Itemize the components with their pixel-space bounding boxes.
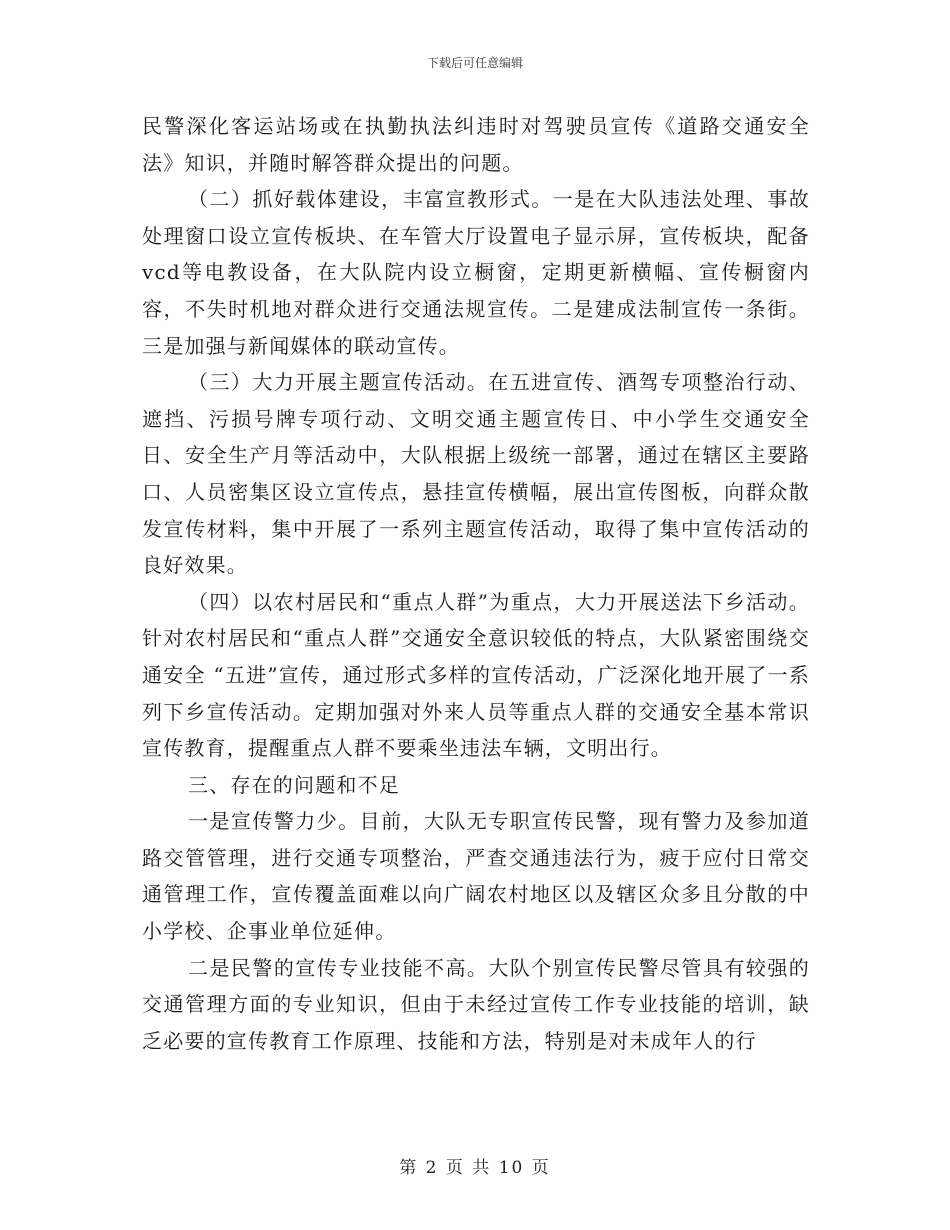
paragraph-section-4: （四）以农村居民和“重点人群”为重点，大力开展送法下乡活动。针对农村居民和“重点人群”交通安全意识较低的特点，大队紧密围绕交通安全 “五进”宣传，通过形式多样的宣传活动，广泛深化地开展了一系列下乡宣传活动。定期加强对外来人员等重点人群的交通安全基本常识宣传教育，提醒重点人群不要乘坐违法车辆，文明出行。 xyxy=(142,589,810,761)
paragraph-problem-1: 一是宣传警力少。目前，大队无专职宣传民警，现有警力及参加道路交管管理，进行交通专项整治，严查交通违法行为，疲于应付日常交通管理工作，宣传覆盖面难以向广阔农村地区以及辖区众多且分散的中小学校、企事业单位延伸。 xyxy=(142,809,810,944)
page-number-footer: 第 2 页 共 10 页 xyxy=(399,1158,551,1178)
page-header-note: 下载后可任意编辑 xyxy=(426,56,523,70)
paragraph-section-3: （三）大力开展主题宣传活动。在五进宣传、酒驾专项整治行动、遮挡、污损号牌专项行动、文明交通主题宣传日、中小学生交通安全日、安全生产月等活动中，大队根据上级统一部署，通过在辖区主要路口、人员密集区设立宣传点，悬挂宣传横幅，展出宣传图板，向群众散发宣传材料，集中开展了一系列主题宣传活动，取得了集中宣传活动的良好效果。 xyxy=(142,370,810,578)
paragraph-section-2: （二）抓好载体建设，丰富宣教形式。一是在大队违法处理、事故处理窗口设立宣传板块、在车管大厅设置电子显示屏，宣传板块，配备vcd等电教设备，在大队院内设立橱窗，定期更新横幅、宣传橱窗内容，不失时机地对群众进行交通法规宣传。二是建成法制宣传一条街。三是加强与新闻媒体的联动宣传。 xyxy=(142,187,810,358)
paragraph-problem-2: 二是民警的宣传专业技能不高。大队个别宣传民警尽管具有较强的交通管理方面的专业知识，但由于未经过宣传工作专业技能的培训，缺乏必要的宣传教育工作原理、技能和方法，特别是对未成年人的行 xyxy=(142,955,810,1053)
document-body xyxy=(142,108,810,1059)
paragraph-continuation: 民警深化客运站场或在执勤执法纠违时对驾驶员宣传《道路交通安全法》知识，并随时解答群众提出的问题。 xyxy=(142,114,810,175)
section-heading-problems: 三、存在的问题和不足 xyxy=(188,772,400,797)
